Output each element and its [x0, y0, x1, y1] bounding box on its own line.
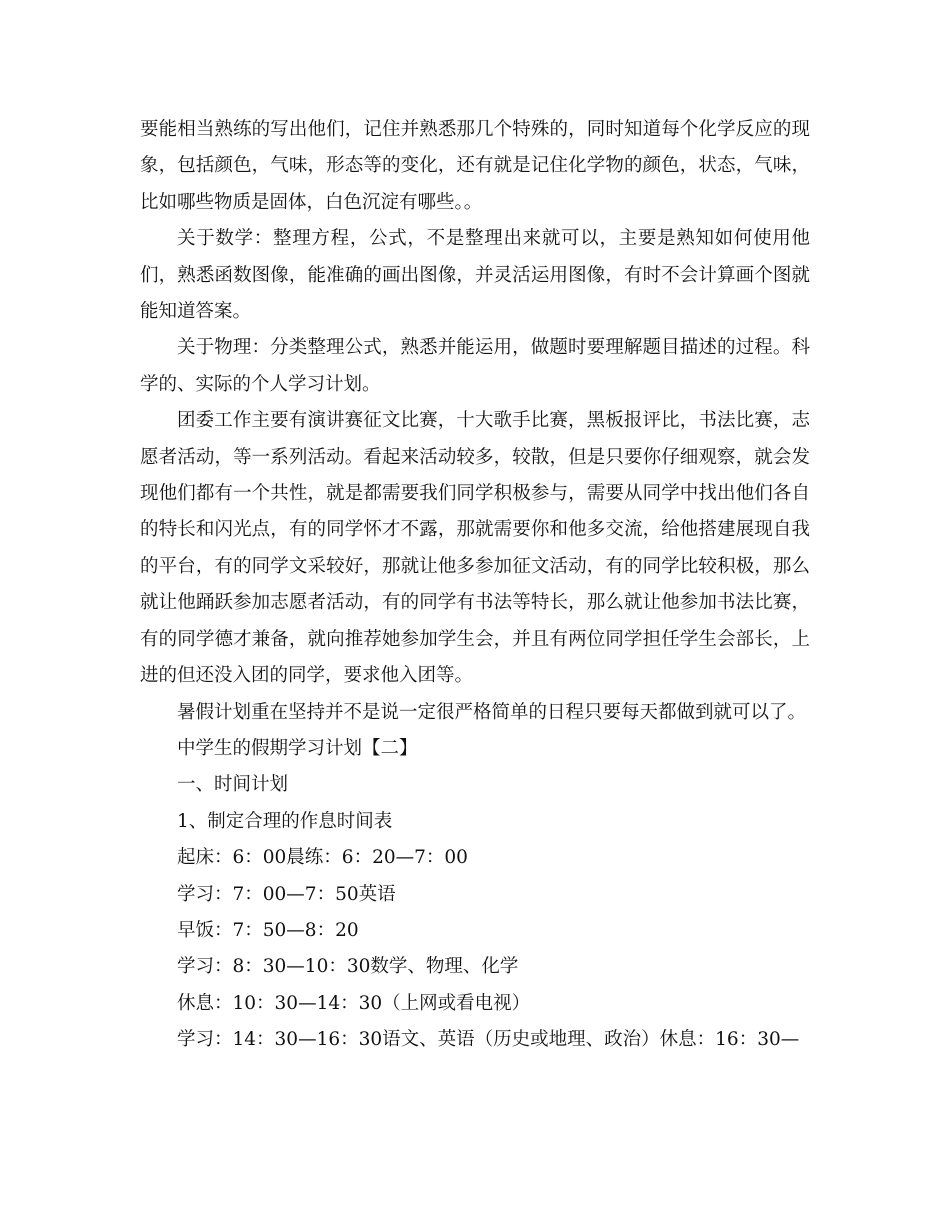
schedule-item: 休息：10：30—14：30（上网或看电视） — [177, 992, 531, 1014]
schedule-item: 起床：6：00晨练：6：20—7：00 — [177, 847, 468, 869]
section-heading-time-plan: 一、时间计划 — [177, 774, 289, 796]
paragraph-chemistry-continued: 要能相当熟练的写出他们，记住并熟悉那几个特殊的，同时知道每个化学反应的现象，包括颜色，气味，形态等的变化，还有就是记住化学物的颜色，状态，气味，比如哪些物质是固体，白色沉淀有哪些。。 — [140, 119, 810, 213]
schedule-item: 学习：14：30—16：30语文、英语（历史或地理、政治）休息：16：30— — [177, 1029, 800, 1051]
schedule-item: 学习：8：30—10：30数学、物理、化学 — [177, 956, 519, 978]
paragraph-summer-plan: 暑假计划重在坚持并不是说一定很严格简单的日程只要每天都做到就可以了。 — [177, 701, 807, 723]
document-body — [140, 112, 810, 1059]
schedule-item: 学习：7：00—7：50英语 — [177, 883, 396, 905]
schedule-item: 早饭：7：50—8：20 — [177, 919, 359, 941]
paragraph-math: 关于数学：整理方程，公式，不是整理出来就可以，主要是熟知如何使用他们，熟悉函数图像，能准确的画出图像，并灵活运用图像，有时不会计算画个图就能知道答案。 — [140, 228, 810, 323]
section-title: 中学生的假期学习计划【二】 — [177, 737, 418, 759]
subheading-schedule: 1、制定合理的作息时间表 — [177, 810, 393, 832]
paragraph-physics: 关于物理：分类整理公式，熟悉并能运用，做题时要理解题目描述的过程。科学的、实际的个人学习计划。 — [140, 337, 810, 395]
paragraph-league-work: 团委工作主要有演讲赛征文比赛，十大歌手比赛，黑板报评比，书法比赛，志愿者活动，等一系列活动。看起来活动较多，较散，但是只要你仔细观察，就会发现他们都有一个共性，就是都需要我们同学积极参与，需要从同学中找出他们各自的特长和闪光点，有的同学怀才不露，那就需要你和他多交流，给他搭建展现自我的平台，有的同学文采较好，那就让他多参加征文活动，有的同学比较积极，那么就让他踊跃参加志愿者活动，有的同学有书法等特长，那么就让他参加书法比赛，有的同学德才兼备，就向推荐她参加学生会，并且有两位同学担任学生会部长，上进的但还没入团的同学，要求他入团等。 — [140, 410, 810, 687]
